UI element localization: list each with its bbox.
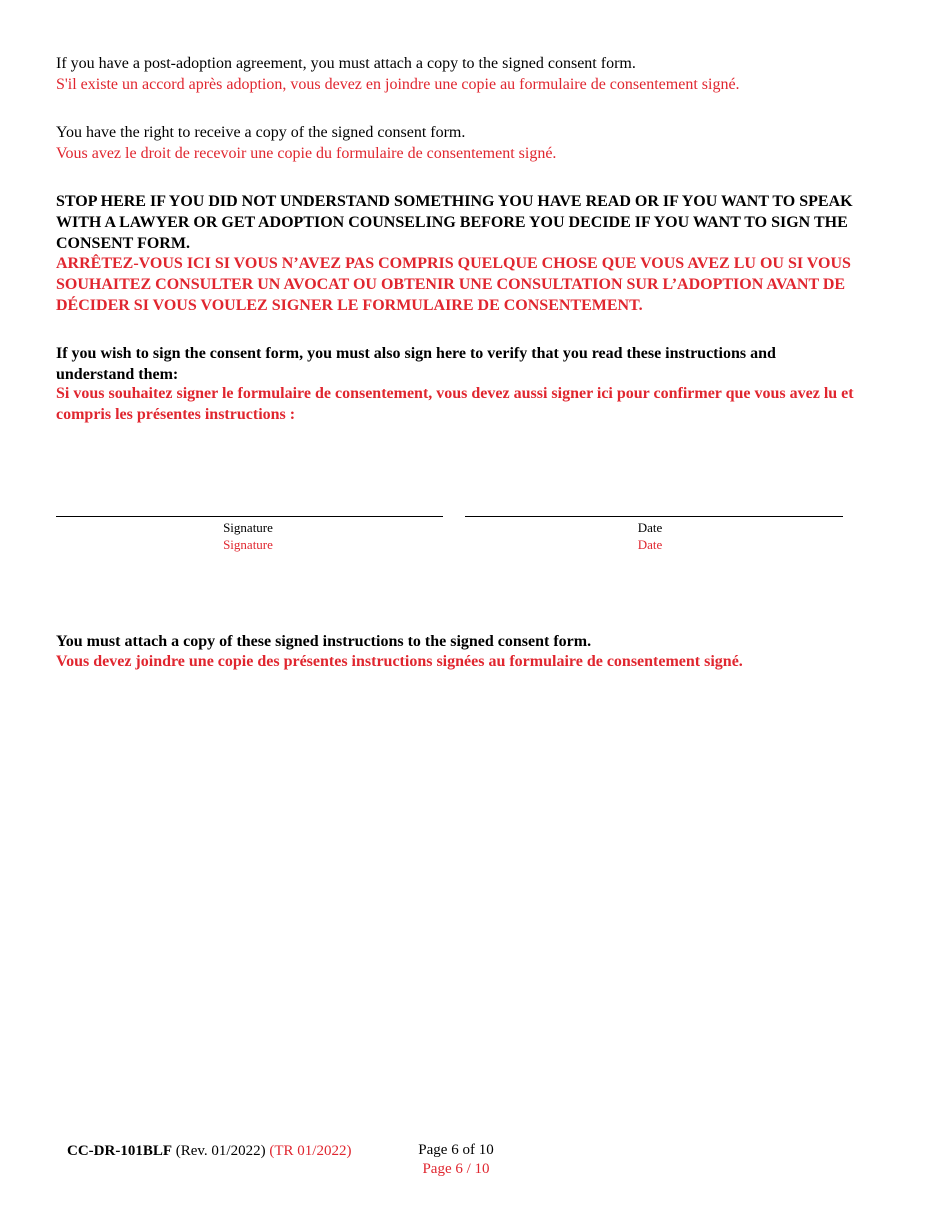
right-copy-fr: Vous avez le droit de recevoir une copie du formulaire de consentement signé. (56, 145, 557, 162)
form-translation: (TR 01/2022) (269, 1143, 352, 1159)
date-label-en: Date (637, 520, 663, 535)
form-identifier (67, 1141, 351, 1161)
attach-copy-fr: Vous devez joindre une copie des présentes instructions signées au formulaire de consentement signé. (56, 653, 743, 670)
attach-copy-en: You must attach a copy of these signed instructions to the signed consent form. (56, 633, 592, 650)
form-id: CC-DR-101BLF (67, 1143, 172, 1159)
signature-label-fr: Signature (223, 537, 273, 552)
signature-label-en: Signature (223, 520, 273, 535)
form-revision: (Rev. 01/2022) (175, 1143, 266, 1159)
post-adoption-fr: S'il existe un accord après adoption, vous devez en joindre une copie au formulaire de consentement signé. (56, 76, 740, 93)
stop-here-en: STOP HERE IF YOU DID NOT UNDERSTAND SOMETHING YOU HAVE READ OR IF YOU WANT TO SPEAK WITH A LAWYER OR GET ADOPTION COUNSELING BEFORE YOU DECIDE IF YOU WANT TO SIGN THE CONSENT FORM. (56, 193, 853, 252)
sign-instructions-en: If you wish to sign the consent form, you must also sign here to verify that you read these instructions and understand them: (56, 345, 776, 383)
sign-instructions-fr: Si vous souhaitez signer le formulaire de consentement, vous devez aussi signer ici pour confirmer que vous avez lu et compris les présentes instructions : (56, 385, 854, 423)
date-line[interactable] (465, 516, 843, 517)
page-number-en: Page 6 of 10 (418, 1142, 494, 1158)
post-adoption-en: If you have a post-adoption agreement, you must attach a copy to the signed consent form. (56, 55, 636, 72)
signature-line[interactable] (56, 516, 443, 517)
right-copy-en: You have the right to receive a copy of the signed consent form. (56, 124, 466, 141)
stop-here-fr: ARRÊTEZ-VOUS ICI SI VOUS N’AVEZ PAS COMPRIS QUELQUE CHOSE QUE VOUS AVEZ LU OU SI VOUS SOUHAITEZ CONSULTER UN AVOCAT OU OBTENIR UNE CONSULTATION SUR L’ADOPTION AVANT DE DÉCIDER SI VOUS VOULEZ SIGNER LE FORMULAIRE DE CONSENTEMENT. (56, 255, 851, 314)
date-label-fr: Date (637, 537, 663, 552)
page-number-fr: Page 6 / 10 (422, 1161, 490, 1177)
